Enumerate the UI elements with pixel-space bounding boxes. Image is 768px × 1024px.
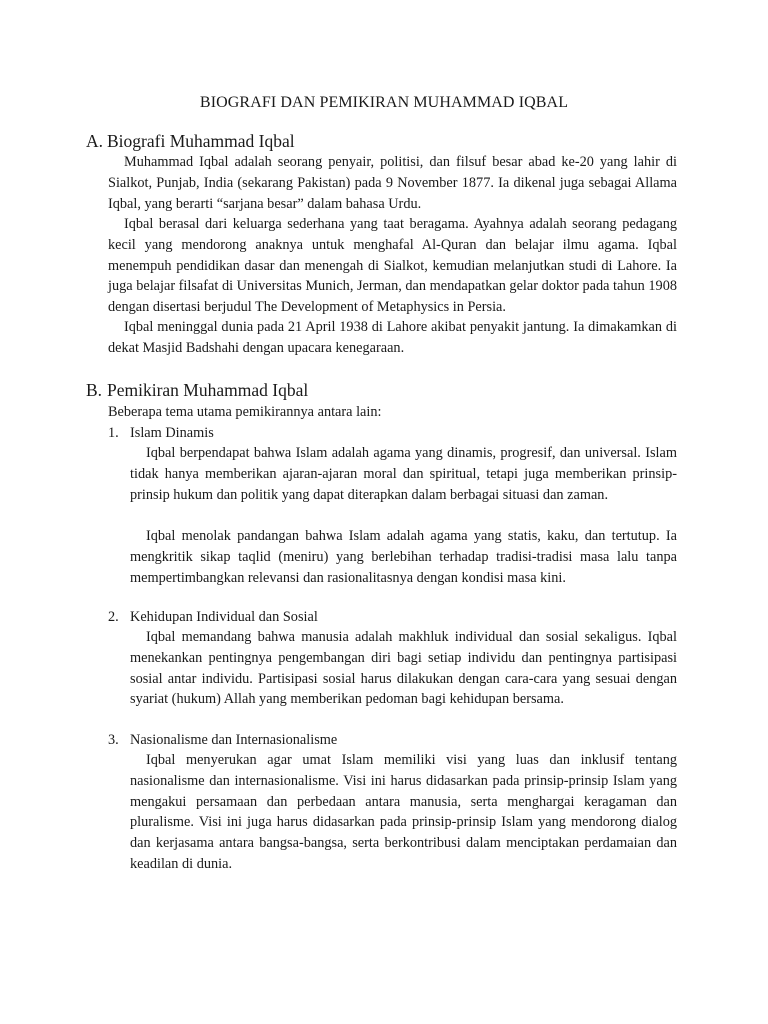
document-title: BIOGRAFI DAN PEMIKIRAN MUHAMMAD IQBAL — [199, 94, 569, 111]
section-a-paragraph-1: Muhammad Iqbal adalah seorang penyair, politisi, dan filsuf besar abad ke-20 yang lahir di Sialkot, Punjab, India (sekarang Pakistan) pada 9 November 1877. Ia dikenal juga sebagai Allama Iqbal, yang berarti “sarjana besar” dalam bahasa Urdu. — [108, 154, 677, 212]
list-item-1-paragraph-2: Iqbal menolak pandangan bahwa Islam adalah agama yang statis, kaku, dan tertutup. Ia mengkritik sikap taqlid (meniru) yang berlebihan terhadap tradisi-tradisi masa lalu tanpa mempertimbangkan relevansi dan rasionalitasnya dengan kondisi masa kini. — [130, 528, 677, 586]
section-a-letter: A. — [86, 131, 104, 151]
list-item-2-label: Kehidupan Individual dan Sosial — [130, 609, 318, 625]
list-item-1-number: 1. — [108, 425, 119, 441]
list-item-3-number: 3. — [108, 732, 119, 748]
list-item-3-label: Nasionalisme dan Internasionalisme — [130, 732, 338, 748]
list-item-1-paragraph-1: Iqbal berpendapat bahwa Islam adalah agama yang dinamis, progresif, dan universal. Islam tidak hanya memberikan ajaran-ajaran moral dan spiritual, tetapi juga memberikan prinsip-prinsip hukum dan politik yang dapat diterapkan dalam berbagai situasi dan zaman. — [130, 445, 677, 503]
section-a-paragraph-2: Iqbal berasal dari keluarga sederhana yang taat beragama. Ayahnya adalah seorang pedagang kecil yang mendorong anaknya untuk menghafal Al-Quran dan belajar ilmu agama. Iqbal menempuh pendidikan dasar dan menengah di Sialkot, kemudian melanjutkan studi di Lahore. Ia juga belajar filsafat di Universitas Munich, Jerman, dan mendapatkan gelar doktor pada tahun 1908 dengan disertasi berjudul The Development of Metaphysics in Persia. — [108, 216, 677, 316]
list-item-2-number: 2. — [108, 609, 119, 625]
section-b-title: Pemikiran Muhammad Iqbal — [107, 380, 309, 400]
section-b-intro: Beberapa tema utama pemikirannya antara lain: — [108, 404, 382, 420]
list-item-1-label: Islam Dinamis — [130, 425, 214, 441]
section-a-paragraph-3: Iqbal meninggal dunia pada 21 April 1938 di Lahore akibat penyakit jantung. Ia dimakamkan di dekat Masjid Badshahi dengan upacara kenegaraan. — [108, 319, 677, 356]
list-item-1-title — [108, 423, 214, 444]
list-item-2-title — [108, 607, 318, 628]
section-b-heading — [86, 379, 308, 401]
list-item-3-title — [108, 730, 337, 751]
list-item-3-paragraph-1: Iqbal menyerukan agar umat Islam memiliki visi yang luas dan inklusif tentang nasionalisme dan internasionalisme. Visi ini harus didasarkan pada prinsip-prinsip Islam yang mengakui persamaan dan perbedaan antara manusia, serta menghargai keragaman dan pluralisme. Visi ini juga harus didasarkan pada prinsip-prinsip Islam yang mendorong dialog dan kerjasama antara bangsa-bangsa, serta berkontribusi dalam menciptakan perdamaian dan keadilan di dunia. — [130, 752, 677, 872]
list-item-2-paragraph-1: Iqbal memandang bahwa manusia adalah makhluk individual dan sosial sekaligus. Iqbal menekankan pentingnya pengembangan diri bagi setiap individu dan pentingnya partisipasi sosial antar individu. Partisipasi sosial harus dilakukan dengan cara-cara yang sesuai dengan syariat (hukum) Allah yang memberikan pedoman bagi kehidupan bersama. — [130, 629, 677, 708]
section-b-letter: B. — [86, 380, 103, 400]
section-a-title: Biografi Muhammad Iqbal — [107, 131, 295, 151]
section-a-heading — [86, 130, 295, 152]
